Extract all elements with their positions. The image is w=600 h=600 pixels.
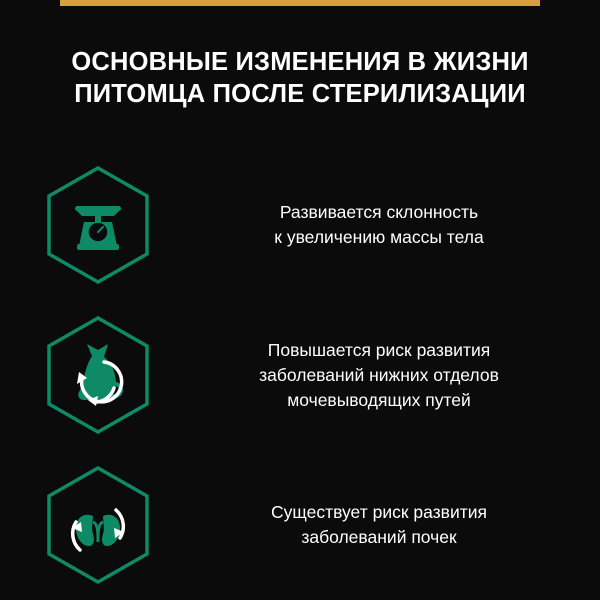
kidneys-icon <box>46 466 150 584</box>
icon-cell <box>0 466 196 584</box>
icon-cell <box>0 316 196 434</box>
list-item-text <box>196 338 600 413</box>
page-title-line-1: ОСНОВНЫЕ ИЗМЕНЕНИЯ В ЖИЗНИ <box>71 48 529 76</box>
kitchen-scale-icon <box>46 166 150 284</box>
list-item-text <box>196 200 600 250</box>
list-item-text-line-2: заболеваний нижних отделов <box>259 364 499 385</box>
list-item <box>0 152 600 298</box>
list-item-text-line-3: мочевыводящих путей <box>287 389 471 410</box>
accent-bar <box>60 0 540 6</box>
page-title <box>0 46 600 110</box>
page-title-line-2: ПИТОМЦА ПОСЛЕ СТЕРИЛИЗАЦИИ <box>74 80 526 108</box>
list-item <box>0 302 600 448</box>
icon-cell <box>0 166 196 284</box>
benefit-list <box>0 152 600 598</box>
list-item-text-line-2: к увеличению массы тела <box>274 227 484 247</box>
list-item-text <box>196 500 600 550</box>
cat-urinary-icon <box>46 316 150 434</box>
list-item-text-line-1: Существует риск развития <box>271 502 487 522</box>
top-accent-strip <box>0 0 600 6</box>
list-item-text-line-2: заболеваний почек <box>301 527 457 547</box>
list-item-text-line-1: Повышается риск развития <box>267 339 491 360</box>
list-item-text-line-1: Развивается склонность <box>279 202 479 222</box>
list-item <box>0 452 600 598</box>
